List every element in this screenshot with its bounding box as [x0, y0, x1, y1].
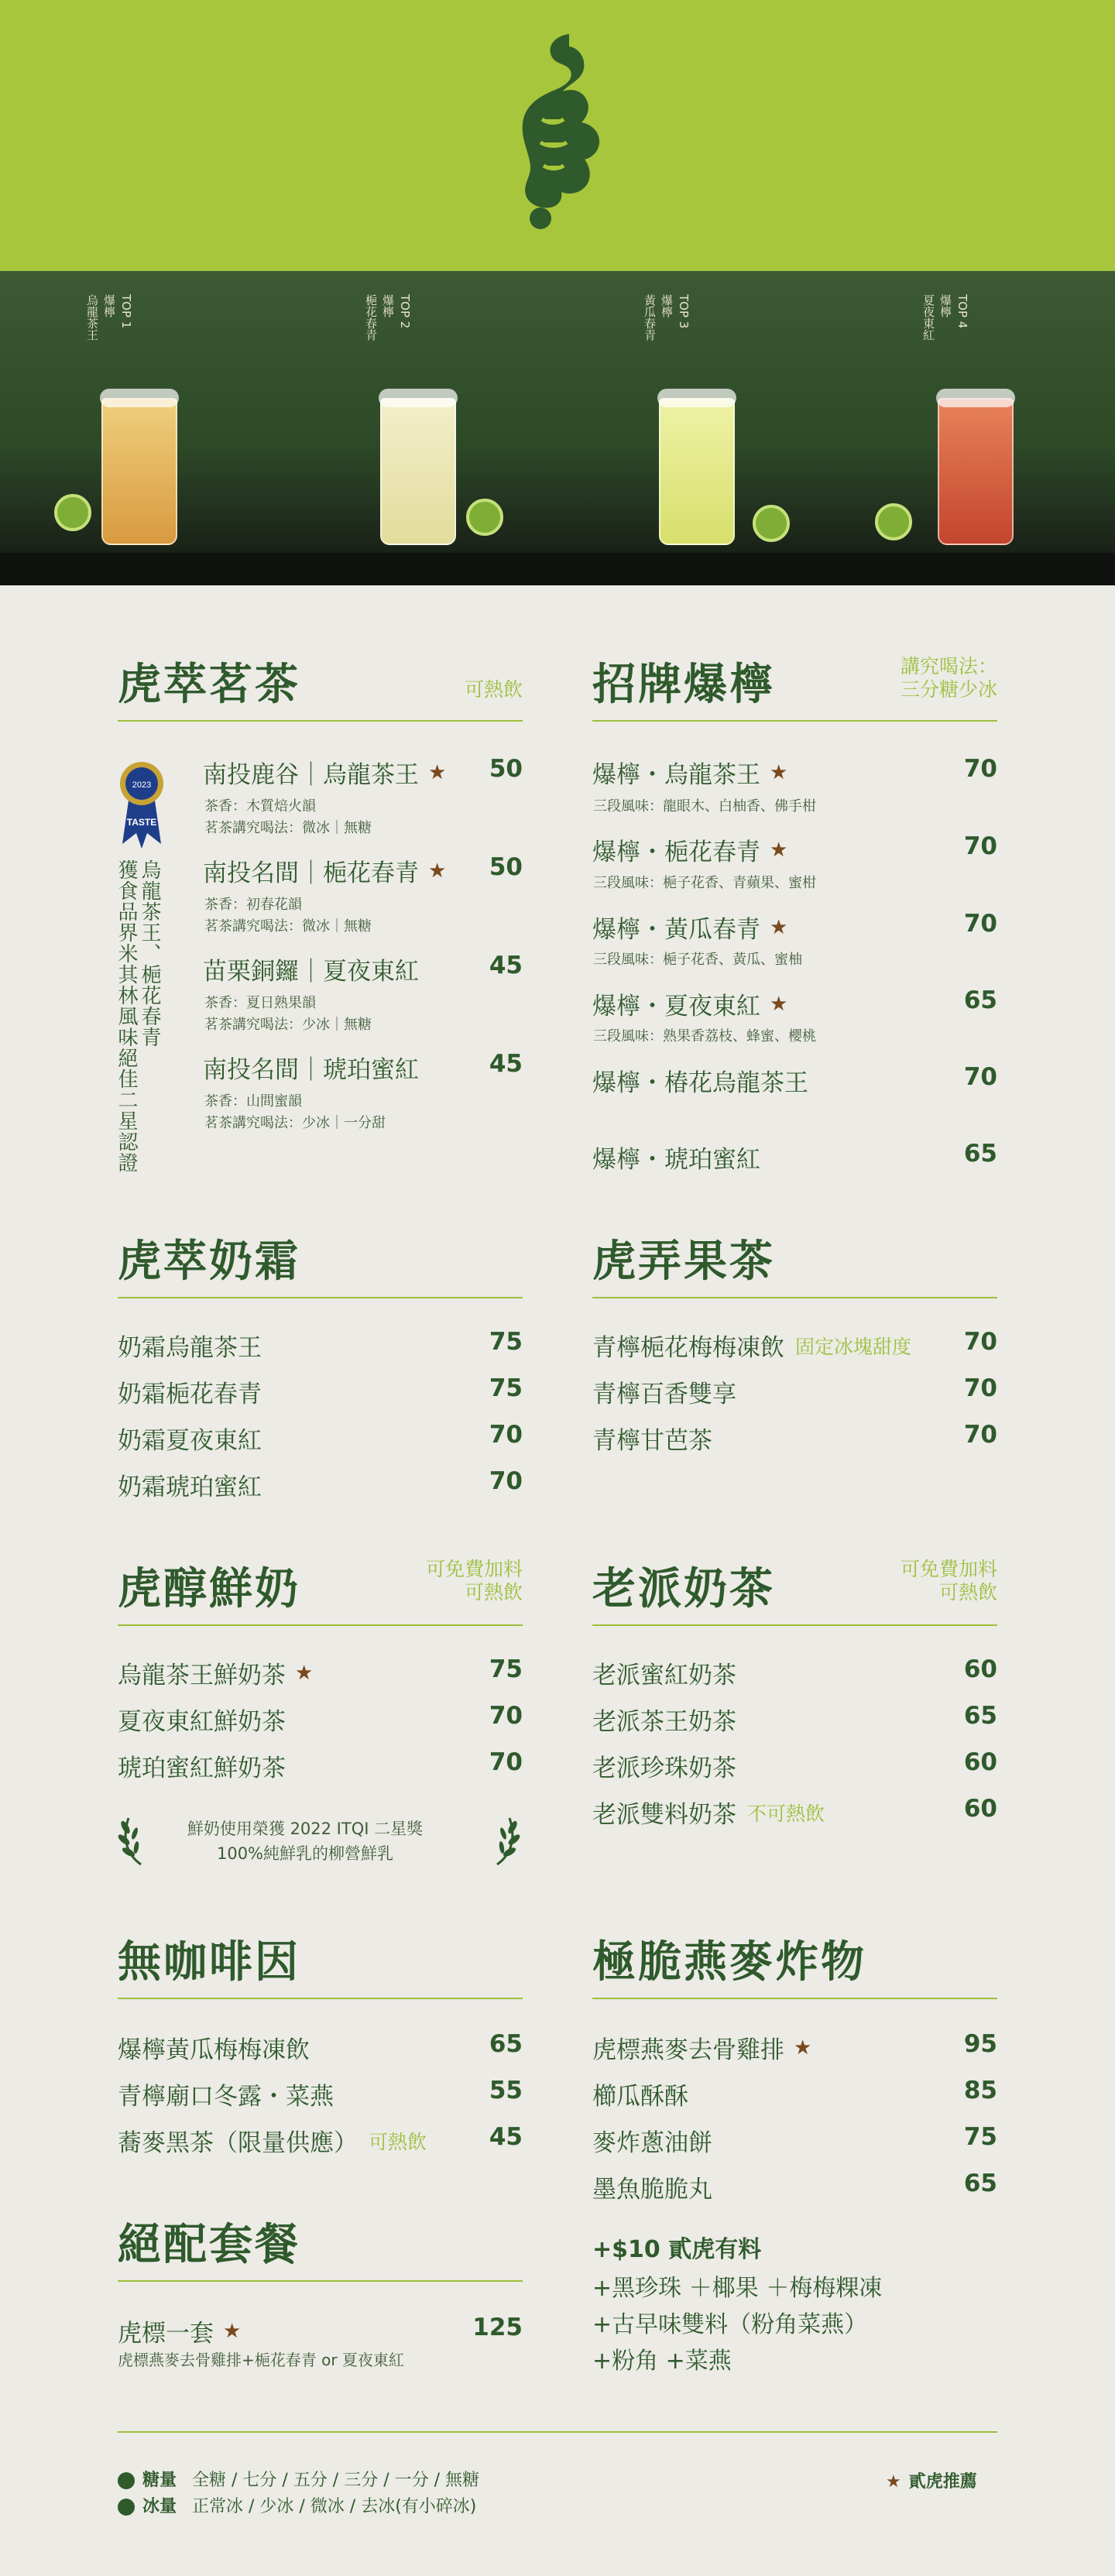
divider [592, 1297, 997, 1298]
star-icon: ★ [770, 760, 788, 784]
item-name: 爆檸・黃瓜春青 [592, 916, 760, 944]
svg-text:2023: 2023 [132, 780, 152, 790]
item-price: 60 [963, 1655, 997, 1683]
divider [592, 1624, 997, 1626]
fruit-item [592, 1421, 712, 1456]
item-tag: 不可熱飲 [747, 1802, 825, 1825]
item-name: 麥炸蔥油餅 [592, 2129, 712, 2157]
lime-image [753, 505, 790, 542]
oldmilk-item [592, 1655, 736, 1690]
item-price: 70 [963, 1063, 997, 1091]
photo-line2: 夏夜東紅 [921, 294, 935, 341]
freshmilk-award-1: 鮮奶使用榮獲 2022 ITQI 二星獎 [187, 1820, 424, 1838]
section-title-oldmilk: 老派奶茶 [592, 1563, 775, 1614]
divider [118, 1998, 523, 1999]
ice-options: 正常冰 / 少冰 / 微冰 / 去冰(有小碎冰) [192, 2497, 477, 2516]
item-name: 青檸甘芭茶 [592, 1427, 712, 1455]
item-price: 75 [489, 1655, 523, 1683]
item-price: 75 [489, 1328, 523, 1356]
item-name: 奶霜烏龍茶王 [118, 1334, 262, 1362]
item-price: 95 [963, 2030, 997, 2058]
item-name: 青檸百香雙享 [592, 1381, 736, 1408]
item-price: 70 [963, 1421, 997, 1449]
fried-item [592, 2030, 811, 2065]
item-price: 65 [489, 2030, 523, 2058]
award-medal-icon [119, 759, 164, 850]
item-sub: 茶香：初春花韻 [204, 897, 302, 913]
footer-divider [118, 2431, 997, 2433]
milkfoam-item [118, 1421, 262, 1456]
photo-top-1 [0, 271, 279, 585]
photo-rank: TOP 1 [119, 294, 133, 329]
item-price: 70 [489, 1421, 523, 1449]
item-name: 奶霜琥珀蜜紅 [118, 1473, 262, 1501]
star-icon: ★ [223, 2319, 242, 2343]
divider [118, 2280, 523, 2282]
photo-line2: 烏龍茶王 [85, 294, 99, 341]
section-title-fried: 極脆燕麥炸物 [592, 1936, 866, 1988]
photo-rank: TOP 4 [955, 294, 969, 329]
item-name: 爆檸・琥珀蜜紅 [592, 1146, 760, 1174]
star-icon: ★ [428, 760, 447, 784]
photo-line2: 梔花春青 [364, 294, 378, 341]
legend-label: 貳虎推薦 [908, 2472, 977, 2492]
photo-line1: 爆檸 [660, 294, 674, 317]
sugar-options: 全糖 / 七分 / 五分 / 三分 / 一分 / 無糖 [192, 2471, 480, 2490]
ice-legend [118, 2493, 476, 2517]
item-name: 櫛瓜酥酥 [592, 2083, 688, 2111]
section-title-tea: 虎萃茗茶 [118, 659, 300, 710]
freshmilk-item [118, 1702, 286, 1737]
award-text-1: 烏龍茶王、梔花春青 [138, 859, 161, 1048]
freshmilk-item [118, 1748, 286, 1783]
item-price: 70 [489, 1748, 523, 1776]
item-tag: 可熱飲 [369, 2130, 427, 2153]
item-name: 爆檸黃瓜梅梅凍飲 [118, 2036, 310, 2064]
photo-top-3 [558, 271, 836, 585]
fruit-item [592, 1374, 736, 1409]
item-price: 50 [489, 853, 523, 881]
item-name: 奶霜夏夜東紅 [118, 1427, 262, 1455]
fried-item [592, 2077, 688, 2111]
lemon-item [592, 1140, 760, 1175]
header-banner [0, 0, 1115, 271]
item-sub: 三段風味：龍眼木、白柚香、佛手柑 [593, 798, 816, 815]
lemon-note-2: 三分糖少冰 [900, 678, 997, 701]
photo-line2: 黃瓜春青 [643, 294, 657, 341]
divider [118, 1624, 523, 1626]
item-price: 70 [963, 910, 997, 938]
item-name: 老派珍珠奶茶 [592, 1754, 736, 1782]
item-name: 青檸梔花梅梅凍飲 [592, 1334, 784, 1362]
drink-cup-image [101, 398, 177, 545]
item-sub: 三段風味：梔子花香、黃瓜、蜜柚 [593, 952, 802, 968]
item-name: 夏夜東紅鮮奶茶 [118, 1708, 286, 1736]
item-name: 苗栗銅鑼｜夏夜東紅 [203, 958, 419, 986]
lime-image [875, 503, 912, 540]
item-name: 墨魚脆脆丸 [592, 2176, 712, 2204]
item-price: 60 [963, 1795, 997, 1823]
item-name: 南投鹿谷｜烏龍茶王 [203, 761, 419, 789]
award-text-2: 獲食品界米其林風味絕佳二星認證 [115, 859, 138, 1173]
photo-caption [921, 294, 969, 341]
lime-image [466, 499, 503, 536]
lime-image [54, 494, 91, 531]
item-price: 45 [489, 1050, 523, 1078]
photo-caption [364, 294, 411, 341]
star-icon: ★ [770, 915, 788, 939]
item-sub: 茗茶講究喝法：微冰｜無糖 [204, 918, 372, 935]
star-icon: ★ [770, 838, 788, 862]
laurel-left-icon [118, 1813, 147, 1868]
section-title-fruit: 虎弄果茶 [592, 1236, 775, 1287]
item-price: 65 [963, 2170, 997, 2197]
photo-rank: TOP 2 [398, 294, 412, 329]
item-name: 奶霜梔花春青 [118, 1381, 262, 1408]
photo-line1: 爆檸 [938, 294, 952, 317]
item-name: 老派茶王奶茶 [592, 1708, 736, 1736]
milkfoam-item [118, 1467, 262, 1502]
tea-item [203, 755, 446, 790]
item-name: 琥珀蜜紅鮮奶茶 [118, 1754, 286, 1782]
item-sub: 三段風味：梔子花香、青蘋果、蜜柑 [593, 875, 816, 891]
item-name: 爆檸・椿花烏龍茶王 [592, 1069, 808, 1097]
section-title-decaf: 無咖啡因 [118, 1936, 300, 1988]
divider [592, 1998, 997, 1999]
photo-caption [643, 294, 690, 341]
item-price: 45 [489, 2123, 523, 2151]
section-title-milkfoam: 虎萃奶霜 [118, 1236, 300, 1287]
item-price: 85 [963, 2077, 997, 2104]
item-price: 70 [963, 755, 997, 783]
lemon-item [592, 1063, 808, 1098]
section-title-freshmilk: 虎醇鮮奶 [118, 1563, 300, 1614]
item-price: 70 [489, 1702, 523, 1730]
item-sub: 茶香：夏日熟果韻 [204, 995, 316, 1011]
tea-item [203, 952, 419, 986]
oldmilk-item [592, 1748, 736, 1783]
item-name: 虎標燕麥去骨雞排 [592, 2036, 784, 2064]
decaf-item [118, 2123, 427, 2158]
photo-rank: TOP 3 [677, 294, 691, 329]
divider [118, 1297, 523, 1298]
oldmilk-note-1: 可免費加料 [900, 1558, 997, 1580]
item-price: 125 [472, 2314, 523, 2341]
ice-label: 冰量 [142, 2497, 177, 2516]
section-title-combo: 絕配套餐 [118, 2219, 300, 2270]
item-sub: 茗茶講究喝法：微冰｜無糖 [204, 820, 372, 836]
combo-item [118, 2314, 241, 2348]
item-sub: 茗茶講究喝法：少冰｜一分甜 [204, 1115, 386, 1131]
item-price: 65 [963, 986, 997, 1014]
lemon-item [592, 832, 787, 867]
oldmilk-note-2: 可熱飲 [938, 1581, 997, 1604]
item-name: 南投名間｜梔花春青 [203, 859, 419, 887]
lemon-item [592, 755, 787, 790]
freshmilk-note-2: 可熱飲 [464, 1581, 523, 1604]
photo-caption [85, 294, 132, 341]
item-name: 爆檸・烏龍茶王 [592, 761, 760, 789]
item-price: 70 [489, 1467, 523, 1495]
photo-top-2 [279, 271, 558, 585]
item-name: 老派蜜紅奶茶 [592, 1662, 736, 1689]
item-price: 75 [489, 1374, 523, 1402]
item-price: 55 [489, 2077, 523, 2104]
star-icon: ★ [770, 992, 788, 1016]
photo-top-4 [836, 271, 1115, 585]
decaf-item [118, 2030, 310, 2065]
sugar-legend [118, 2467, 479, 2491]
combo-sub: 虎標燕麥去骨雞排+梔花春青 or 夏夜東紅 [118, 2351, 404, 2369]
item-name: 爆檸・夏夜東紅 [592, 993, 760, 1020]
item-sub: 茶香：山間蜜韻 [204, 1093, 302, 1110]
drink-cup-image [659, 398, 735, 545]
addon-title: +$10 貳虎有料 [592, 2236, 762, 2263]
bullet-icon [118, 2499, 135, 2516]
milkfoam-item [118, 1374, 262, 1409]
item-name: 虎標一套 [118, 2320, 214, 2348]
item-price: 70 [963, 1328, 997, 1356]
oldmilk-item [592, 1795, 825, 1830]
photo-line1: 爆檸 [102, 294, 116, 317]
star-icon: ★ [295, 1661, 314, 1685]
fried-item [592, 2170, 712, 2204]
item-price: 75 [963, 2123, 997, 2151]
tea-note: 可熱飲 [464, 678, 523, 701]
tea-item [203, 1050, 419, 1085]
lemon-note-1: 講究喝法： [900, 655, 997, 677]
addon-line: +粉角 +菜燕 [592, 2348, 732, 2375]
drink-cup-image [938, 398, 1014, 545]
freshmilk-item [118, 1655, 313, 1690]
fruit-item [592, 1328, 911, 1363]
star-icon: ★ [794, 2036, 812, 2060]
photo-line1: 爆檸 [381, 294, 395, 317]
section-title-lemon: 招牌爆檸 [592, 659, 775, 710]
item-price: 65 [963, 1702, 997, 1730]
tiger-icon [496, 26, 619, 243]
item-price: 60 [963, 1748, 997, 1776]
fried-item [592, 2123, 712, 2158]
addon-line: +黑珍珠 ＋椰果 ＋梅梅粿凍 [592, 2275, 883, 2302]
lemon-item [592, 986, 787, 1021]
star-icon: ★ [428, 859, 447, 883]
item-sub: 茶香：木質焙火韻 [204, 798, 316, 815]
svg-text:TASTE: TASTE [126, 817, 157, 828]
item-name: 蕎麥黑茶（限量供應） [118, 2129, 358, 2157]
decaf-item [118, 2077, 334, 2111]
item-price: 45 [489, 952, 523, 979]
sugar-label: 糖量 [142, 2471, 177, 2490]
divider [592, 720, 997, 722]
item-price: 65 [963, 1140, 997, 1168]
item-price: 70 [963, 1374, 997, 1402]
item-name: 爆檸・梔花春青 [592, 839, 760, 866]
laurel-right-icon [491, 1813, 520, 1868]
item-sub: 三段風味：熟果香荔枝、蜂蜜、櫻桃 [593, 1028, 816, 1044]
item-name: 南投名間｜琥珀蜜紅 [203, 1056, 419, 1084]
item-name: 烏龍茶王鮮奶茶 [118, 1662, 286, 1689]
item-name: 青檸廟口冬露・菜燕 [118, 2083, 334, 2111]
freshmilk-note-1: 可免費加料 [425, 1558, 523, 1580]
star-legend [886, 2468, 977, 2492]
top-photos [0, 271, 1115, 585]
drink-cup-image [380, 398, 456, 545]
addon-line: +古早味雙料（粉角菜燕） [592, 2311, 868, 2338]
item-tag: 固定冰塊甜度 [795, 1335, 912, 1358]
milkfoam-item [118, 1328, 262, 1363]
tea-item [203, 853, 446, 888]
freshmilk-award-2: 100%純鮮乳的柳營鮮乳 [216, 1844, 394, 1863]
lemon-item [592, 910, 787, 945]
item-price: 50 [489, 755, 523, 783]
oldmilk-item [592, 1702, 736, 1737]
item-name: 老派雙料奶茶 [592, 1801, 736, 1829]
divider [118, 720, 523, 722]
star-icon: ★ [886, 2472, 901, 2492]
item-sub: 茗茶講究喝法：少冰｜無糖 [204, 1017, 372, 1033]
bullet-icon [118, 2472, 135, 2489]
item-price: 70 [963, 832, 997, 860]
